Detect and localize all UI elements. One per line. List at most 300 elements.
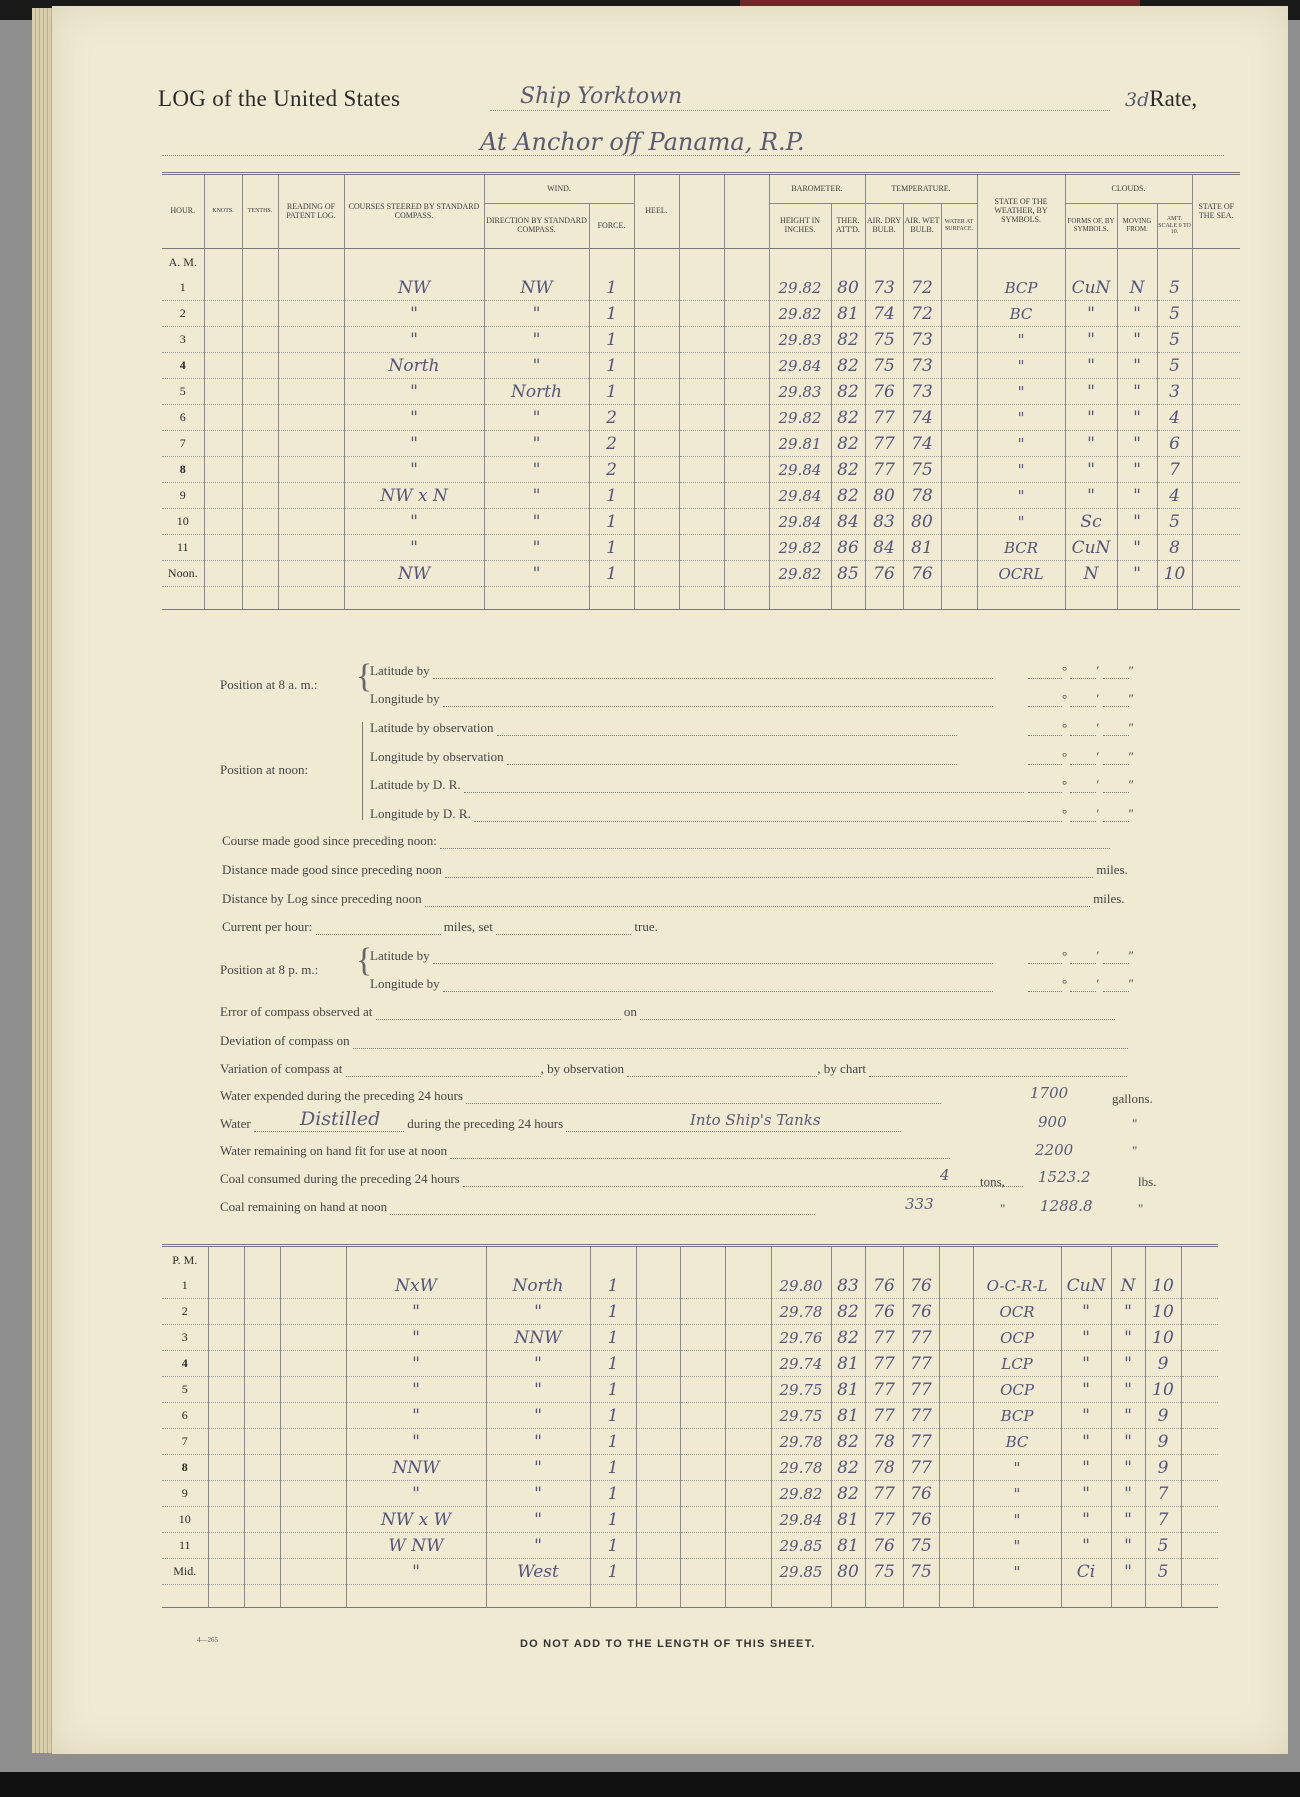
empty-cell (634, 509, 679, 535)
course-cell: " (344, 327, 484, 353)
col-wind-direction: DIRECTION BY STANDARD COMPASS. (484, 204, 589, 249)
force-cell: 1 (589, 509, 634, 535)
col-hour: HOUR. (170, 206, 196, 216)
dms-line (1103, 678, 1129, 679)
empty-cell (278, 327, 344, 353)
empty-cell (280, 1325, 346, 1351)
miles-set-text: miles, set (443, 919, 493, 934)
empty-cell (1181, 1533, 1218, 1559)
height-cell: 29.82 (769, 561, 831, 587)
empty-cell (679, 405, 724, 431)
empty-cell (725, 1455, 771, 1481)
force-cell: 1 (589, 275, 634, 301)
empty-cell (1181, 1559, 1218, 1585)
wet-cell: 75 (903, 457, 941, 483)
amount-cell: 9 (1145, 1403, 1181, 1429)
empty-cell (280, 1533, 346, 1559)
empty-cell (634, 405, 679, 431)
ther-cell: 81 (831, 1403, 865, 1429)
moving-cell: " (1111, 1533, 1145, 1559)
table-row (162, 275, 1240, 301)
empty-cell (1192, 457, 1240, 483)
course-cell: NW (344, 275, 484, 301)
empty-cell (680, 1299, 725, 1325)
compass-deviation (220, 1033, 1128, 1049)
dry-cell: 75 (865, 353, 903, 379)
forms-cell: CuN (1065, 535, 1117, 561)
force-cell: 1 (589, 483, 634, 509)
empty-cell (941, 405, 977, 431)
dms-line (1103, 821, 1129, 822)
hour-cell: 9 (162, 1481, 208, 1507)
forms-cell: Sc (1065, 509, 1117, 535)
empty-cell (278, 561, 344, 587)
table-row (162, 535, 1240, 561)
amount-cell: 10 (1145, 1325, 1181, 1351)
empty-cell (679, 509, 724, 535)
compass-error-line (376, 1019, 621, 1020)
compass-on-line (640, 1019, 1115, 1020)
empty-cell (636, 1377, 680, 1403)
empty-cell (208, 1273, 244, 1299)
moving-cell: " (1111, 1325, 1145, 1351)
amount-cell: 9 (1145, 1455, 1181, 1481)
empty-cell (280, 1403, 346, 1429)
amount-cell: 5 (1157, 275, 1192, 301)
pm-log-table (162, 1244, 1218, 1608)
course-cell: NW (344, 561, 484, 587)
ther-cell: 82 (831, 457, 865, 483)
am-label-row (162, 249, 1240, 276)
moving-cell: " (1117, 431, 1157, 457)
force-cell: 2 (589, 431, 634, 457)
ditto-3: " (1000, 1201, 1006, 1216)
ther-cell: 82 (831, 379, 865, 405)
table-row (162, 1377, 1218, 1403)
min-mark: ′ (1096, 663, 1100, 678)
dir-cell: " (484, 483, 589, 509)
location: At Anchor off Panama, R.P. (480, 128, 805, 156)
empty-cell (679, 483, 724, 509)
weather-cell: " (973, 1507, 1061, 1533)
empty-cell (1181, 1351, 1218, 1377)
lon-dr (370, 806, 1034, 822)
empty-cell (680, 1455, 725, 1481)
wet-cell: 73 (903, 379, 941, 405)
weather-cell: BCP (977, 275, 1065, 301)
weather-cell: " (977, 405, 1065, 431)
empty-cell (244, 1559, 280, 1585)
dms-line (1070, 706, 1096, 707)
dir-cell: " (486, 1403, 590, 1429)
empty-cell (280, 1299, 346, 1325)
col-tenths: TENTHS. (242, 174, 278, 249)
empty-cell (1192, 275, 1240, 301)
moving-cell: " (1111, 1481, 1145, 1507)
coal-consumed-line (463, 1186, 1023, 1187)
hour-cell: Mid. (162, 1559, 208, 1585)
dry-cell: 77 (865, 1377, 903, 1403)
course-cell: North (344, 353, 484, 379)
hour-cell: 9 (162, 483, 204, 509)
ther-cell: 81 (831, 1507, 865, 1533)
moving-cell: " (1117, 405, 1157, 431)
am-log-table (162, 172, 1240, 610)
empty-cell (1192, 405, 1240, 431)
col-baro-height: HEIGHT IN INCHES. (769, 204, 831, 249)
coal-remaining-lbs: 1288.8 (1040, 1197, 1093, 1215)
dms-marks (1028, 806, 1134, 822)
course-cell: " (346, 1481, 486, 1507)
dms-line (1070, 991, 1096, 992)
dry-cell: 76 (865, 379, 903, 405)
empty-cell (941, 275, 977, 301)
height-cell: 29.80 (771, 1273, 831, 1299)
compass-deviation-text: Deviation of compass on (220, 1033, 350, 1048)
dms-line (1028, 991, 1062, 992)
hour-cell: 5 (162, 379, 204, 405)
amount-cell: 3 (1157, 379, 1192, 405)
empty-cell (725, 1533, 771, 1559)
empty-cell (280, 1273, 346, 1299)
dir-cell: " (484, 301, 589, 327)
empty-cell (1181, 1299, 1218, 1325)
forms-cell: " (1061, 1481, 1111, 1507)
empty-cell (636, 1559, 680, 1585)
dms-line (1070, 792, 1096, 793)
empty-cell (242, 561, 278, 587)
forms-cell: CuN (1065, 275, 1117, 301)
col-clouds: CLOUDS. (1065, 174, 1192, 204)
empty-cell (680, 1533, 725, 1559)
moving-cell: " (1117, 301, 1157, 327)
wet-cell: 73 (903, 353, 941, 379)
moving-cell: " (1117, 327, 1157, 353)
water-distilled-value: 900 (1038, 1113, 1067, 1131)
sec-mark: ″ (1128, 777, 1134, 792)
lon-by-8am (370, 691, 993, 707)
ditto-2: " (1132, 1143, 1138, 1158)
empty-cell (280, 1377, 346, 1403)
height-cell: 29.84 (769, 509, 831, 535)
lbs-label: lbs. (1138, 1174, 1157, 1189)
empty-cell (634, 379, 679, 405)
height-cell: 29.75 (771, 1403, 831, 1429)
empty-cell (242, 327, 278, 353)
am-rows (162, 249, 1240, 610)
empty-cell (242, 275, 278, 301)
table-row (162, 1299, 1218, 1325)
empty-cell (636, 1481, 680, 1507)
empty-cell (724, 379, 769, 405)
dir-cell: " (484, 405, 589, 431)
dist-log-line (425, 906, 1090, 907)
amount-cell: 8 (1157, 535, 1192, 561)
min-mark: ′ (1096, 691, 1100, 706)
forms-cell: " (1061, 1325, 1111, 1351)
dry-cell: 83 (865, 509, 903, 535)
empty-cell (680, 1429, 725, 1455)
empty-cell (725, 1299, 771, 1325)
col-baro-ther: THER. ATT'D. (831, 204, 865, 249)
dir-cell: " (484, 509, 589, 535)
empty-cell (679, 379, 724, 405)
empty-cell (208, 1507, 244, 1533)
lon-by-8pm-text: Longitude by (370, 976, 440, 991)
col-wind: WIND. (484, 174, 634, 204)
empty-cell (941, 483, 977, 509)
weather-cell: OCRL (977, 561, 1065, 587)
table-row (162, 1481, 1218, 1507)
table-row (162, 1455, 1218, 1481)
wet-cell: 76 (903, 1507, 939, 1533)
empty-cell (1181, 1377, 1218, 1403)
coal-remaining (220, 1199, 815, 1215)
empty-cell (725, 1325, 771, 1351)
course-cell: W NW (346, 1533, 486, 1559)
bracket-noon (362, 722, 365, 820)
empty-cell (941, 301, 977, 327)
forms-cell: " (1061, 1299, 1111, 1325)
forms-cell: " (1065, 483, 1117, 509)
col-knots: KNOTS. (204, 174, 242, 249)
empty-cell (278, 483, 344, 509)
forms-cell: " (1065, 457, 1117, 483)
height-cell: 29.74 (771, 1351, 831, 1377)
weather-cell: O-C-R-L (973, 1273, 1061, 1299)
table-row (162, 561, 1240, 587)
height-cell: 29.84 (769, 483, 831, 509)
empty-cell (244, 1403, 280, 1429)
empty-cell (278, 379, 344, 405)
empty-cell (634, 483, 679, 509)
coal-remaining-line (390, 1214, 815, 1215)
col-patent-log: READING OF PATENT LOG. (278, 174, 344, 249)
deg-mark: ° (1062, 976, 1068, 991)
empty-cell (242, 301, 278, 327)
lat-obs (370, 720, 957, 736)
wet-cell: 76 (903, 1481, 939, 1507)
dms-marks (1028, 720, 1134, 736)
wet-cell: 74 (903, 431, 941, 457)
weather-cell: " (977, 431, 1065, 457)
height-cell: 29.75 (771, 1377, 831, 1403)
footer-note: DO NOT ADD TO THE LENGTH OF THIS SHEET. (520, 1638, 816, 1650)
height-cell: 29.84 (771, 1507, 831, 1533)
moving-cell: " (1117, 379, 1157, 405)
ther-cell: 82 (831, 483, 865, 509)
set-line (496, 934, 631, 935)
dir-cell: " (486, 1351, 590, 1377)
course-cell: " (344, 535, 484, 561)
amount-cell: 4 (1157, 405, 1192, 431)
tons-label: tons, (980, 1174, 1005, 1189)
sec-mark: ″ (1128, 948, 1134, 963)
moving-cell: " (1117, 457, 1157, 483)
deg-mark: ° (1062, 663, 1068, 678)
variation-line (346, 1076, 541, 1077)
forms-cell: " (1061, 1403, 1111, 1429)
deg-mark: ° (1062, 749, 1068, 764)
empty-cell (636, 1455, 680, 1481)
dms-line (1028, 963, 1062, 964)
force-cell: 2 (589, 457, 634, 483)
height-cell: 29.82 (771, 1481, 831, 1507)
empty-cell (941, 457, 977, 483)
dir-cell: " (486, 1455, 590, 1481)
amount-cell: 5 (1157, 509, 1192, 535)
empty-cell (204, 353, 242, 379)
hour-cell: 8 (162, 457, 204, 483)
lat-by-8pm-line (433, 963, 993, 964)
hour-cell: 7 (162, 1429, 208, 1455)
empty-cell (634, 535, 679, 561)
pm-rows (162, 1246, 1218, 1608)
dry-cell: 73 (865, 275, 903, 301)
water-kind-line (254, 1131, 404, 1132)
empty-cell (724, 561, 769, 587)
moving-cell: " (1111, 1507, 1145, 1533)
dry-cell: 76 (865, 561, 903, 587)
empty-cell (1192, 535, 1240, 561)
weather-cell: " (977, 483, 1065, 509)
col-sea: STATE OF THE SEA. (1192, 174, 1240, 249)
course-cell: " (344, 431, 484, 457)
course-cell: " (344, 379, 484, 405)
dry-cell: 78 (865, 1455, 903, 1481)
true-text: true. (634, 919, 658, 934)
dms-marks (1028, 777, 1134, 793)
course-cell: " (346, 1351, 486, 1377)
water-text: Water (220, 1116, 251, 1131)
empty-cell (208, 1481, 244, 1507)
ther-cell: 80 (831, 1559, 865, 1585)
col-cloud-forms: FORMS OF, BY SYMBOLS. (1065, 204, 1117, 249)
empty-cell (1192, 379, 1240, 405)
dms-line (1103, 735, 1129, 736)
course-cell: " (346, 1299, 486, 1325)
dms-line (1103, 706, 1129, 707)
miles-1: miles. (1096, 862, 1128, 877)
distance-made-good (222, 862, 1128, 878)
weather-cell: " (977, 327, 1065, 353)
dms-line (1028, 706, 1062, 707)
background-bottom (0, 1772, 1300, 1797)
table-row (162, 1403, 1218, 1429)
col-air-wet: AIR. WET BULB. (903, 204, 941, 249)
amount-cell: 7 (1145, 1507, 1181, 1533)
wet-cell: 76 (903, 1273, 939, 1299)
forms-cell: " (1061, 1429, 1111, 1455)
lon-dr-line (474, 821, 1034, 822)
lon-by-8pm-line (443, 991, 993, 992)
empty-cell (1192, 301, 1240, 327)
dms-line (1103, 764, 1129, 765)
empty-cell (244, 1533, 280, 1559)
empty-cell (280, 1559, 346, 1585)
lon-obs (370, 749, 957, 765)
forms-cell: " (1065, 353, 1117, 379)
coal-remaining-text: Coal remaining on hand at noon (220, 1199, 388, 1214)
coal-consumed (220, 1171, 1023, 1187)
empty-cell (636, 1507, 680, 1533)
rate-text: Rate, (1149, 86, 1198, 111)
coal-consumed-text: Coal consumed during the preceding 24 hours (220, 1171, 460, 1186)
dry-cell: 84 (865, 535, 903, 561)
ther-cell: 82 (831, 327, 865, 353)
course-cell: " (346, 1559, 486, 1585)
empty-cell (634, 353, 679, 379)
col-air-dry: AIR. DRY BULB. (865, 204, 903, 249)
wet-cell: 73 (903, 327, 941, 353)
min-mark: ′ (1096, 749, 1100, 764)
empty-cell (208, 1403, 244, 1429)
forms-cell: " (1065, 301, 1117, 327)
min-mark: ′ (1096, 777, 1100, 792)
coal-remaining-tons: 333 (905, 1195, 934, 1213)
ther-cell: 80 (831, 275, 865, 301)
col-blank-1 (679, 174, 724, 249)
empty-cell (204, 405, 242, 431)
moving-cell: " (1117, 561, 1157, 587)
force-cell: 1 (589, 301, 634, 327)
course-cell: " (344, 405, 484, 431)
weather-cell: BCR (977, 535, 1065, 561)
empty-cell (208, 1429, 244, 1455)
height-cell: 29.82 (769, 275, 831, 301)
col-cloud-amount: AM'T. SCALE 0 TO 10. (1157, 204, 1192, 249)
wet-cell: 80 (903, 509, 941, 535)
empty-cell (244, 1325, 280, 1351)
force-cell: 1 (589, 379, 634, 405)
amount-cell: 9 (1145, 1351, 1181, 1377)
ther-cell: 82 (831, 1481, 865, 1507)
force-cell: 1 (590, 1325, 636, 1351)
empty-cell (679, 327, 724, 353)
empty-cell (242, 405, 278, 431)
empty-cell (208, 1325, 244, 1351)
dir-cell: " (486, 1533, 590, 1559)
amount-cell: 6 (1157, 431, 1192, 457)
empty-cell (634, 431, 679, 457)
lat-dr (370, 777, 1024, 793)
force-cell: 1 (589, 561, 634, 587)
empty-cell (680, 1325, 725, 1351)
wet-cell: 81 (903, 535, 941, 561)
rate-hand: 3d (1125, 89, 1150, 111)
dms-marks (1028, 948, 1134, 964)
dms-line (1103, 963, 1129, 964)
empty-cell (941, 379, 977, 405)
weather-cell: BCP (973, 1403, 1061, 1429)
empty-cell (278, 509, 344, 535)
empty-cell (724, 353, 769, 379)
log-title: LOG of the United States (158, 86, 401, 111)
hour-cell: 3 (162, 1325, 208, 1351)
course-good-line (440, 848, 1110, 849)
empty-cell (280, 1507, 346, 1533)
empty-cell (278, 535, 344, 561)
rate-label (1125, 86, 1197, 112)
lon-dr-text: Longitude by D. R. (370, 806, 471, 821)
empty-cell (939, 1299, 973, 1325)
position-noon-label: Position at noon: (220, 762, 309, 777)
dry-cell: 77 (865, 1351, 903, 1377)
empty-cell (939, 1273, 973, 1299)
table-row (162, 379, 1240, 405)
table-row (162, 327, 1240, 353)
hour-cell: 10 (162, 1507, 208, 1533)
